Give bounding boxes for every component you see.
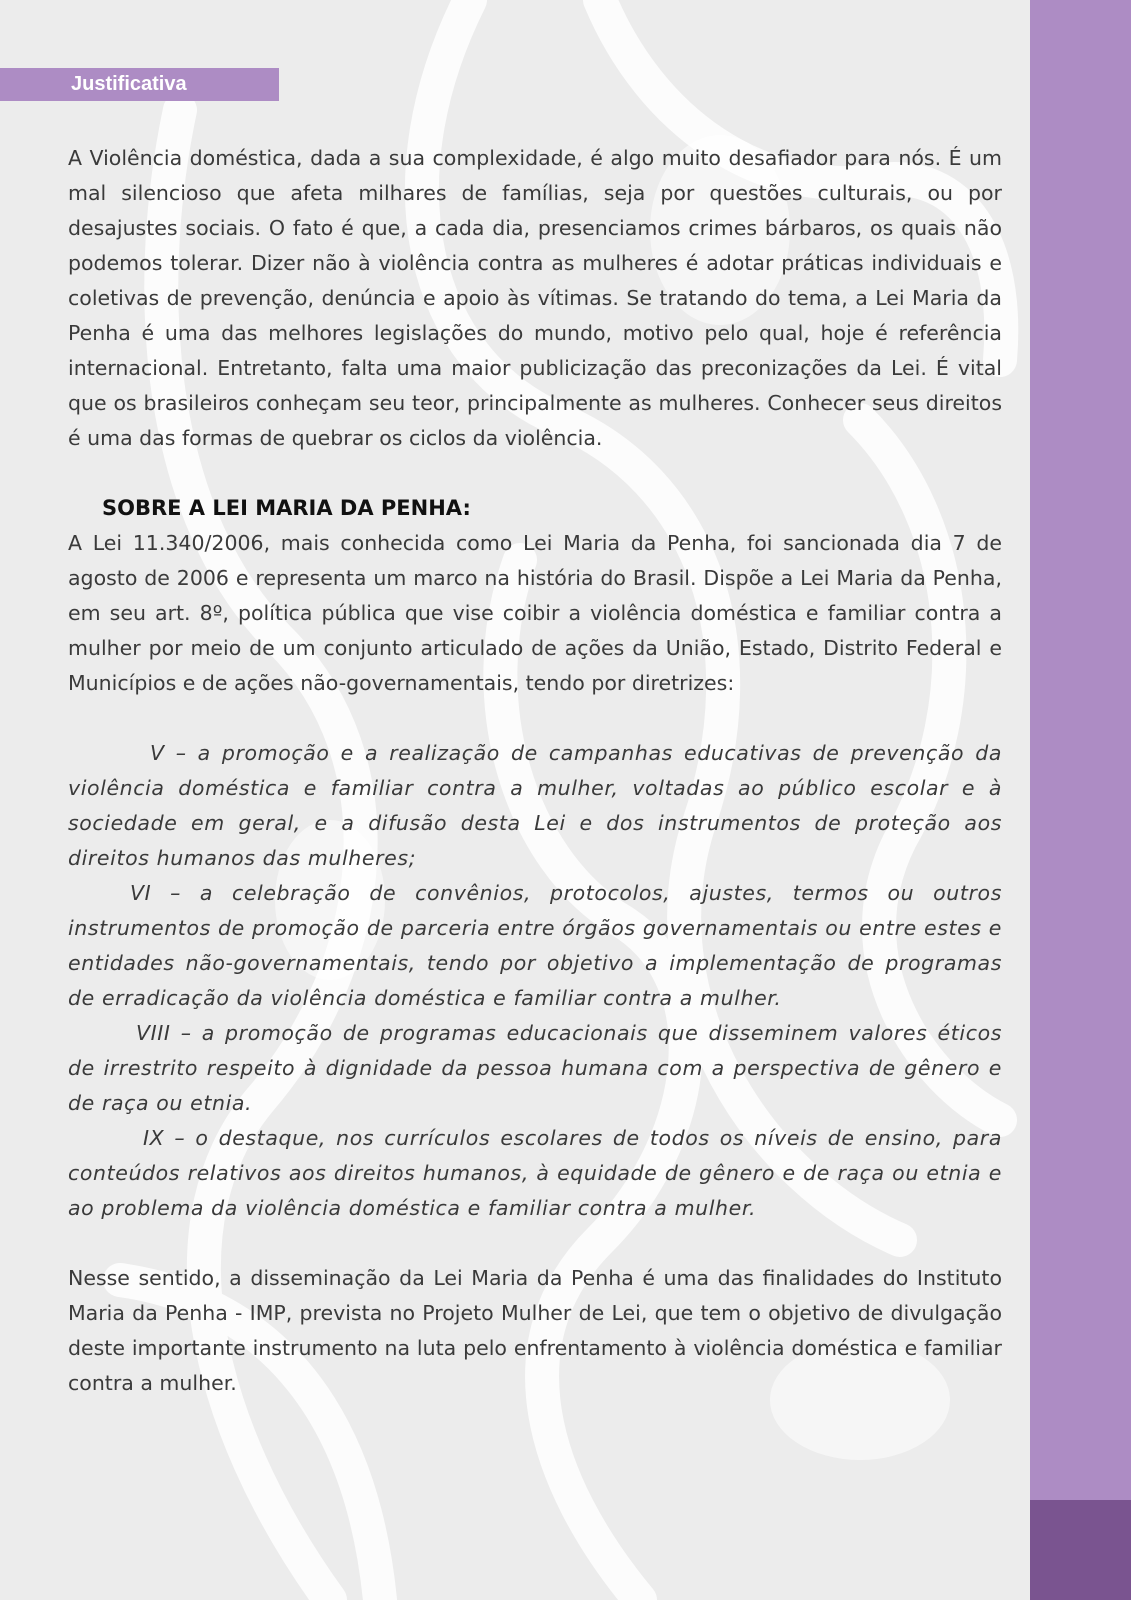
law-section-heading: SOBRE A LEI MARIA DA PENHA: (102, 496, 471, 520)
section-tag-label: Justificativa (71, 73, 187, 95)
conclusion-paragraph: Nesse sentido, a disseminação da Lei Maria da Penha é uma das finalidades do Instituto Maria da Penha - IMP, prevista no Projeto Mulher de Lei, que tem o objetivo de divulgação deste importante instrumento na luta pelo enfrentamento à violência doméstica e familiar contra a mulher. (68, 1266, 1002, 1395)
side-accent-bar-bottom (1030, 1500, 1131, 1600)
side-accent-bar (1030, 0, 1131, 1600)
section-tag (0, 68, 279, 101)
intro-paragraph: A Violência doméstica, dada a sua complexidade, é algo muito desafiador para nós. É um mal silencioso que afeta milhares de famílias, seja por questões culturais, ou por desajustes sociais. O fato é que, a cada dia, presenciamos crimes bárbaros, os quais não podemos tolerar. Dizer não à violência contra as mulheres é adotar práticas individuais e coletivas de prevenção, denúncia e apoio às vítimas. Se tratando do tema, a Lei Maria da Penha é uma das melhores legislações do mundo, motivo pelo qual, hoje é referência internacional. Entretanto, falta uma maior publicização das preconizações da Lei. É vital que os brasileiros conheçam seu teor, principalmente as mulheres. Conhecer seus direitos é uma das formas de quebrar os ciclos da violência. (68, 146, 1002, 450)
law-paragraph: A Lei 11.340/2006, mais conhecida como Lei Maria da Penha, foi sancionada dia 7 de agosto de 2006 e representa um marco na história do Brasil. Dispõe a Lei Maria da Penha, em seu art. 8º, política pública que vise coibir a violência doméstica e familiar contra a mulher por meio de um conjunto articulado de ações da União, Estado, Distrito Federal e Municípios e de ações não-governamentais, tendo por diretrizes: (68, 531, 1002, 695)
law-quote-vi: VI – a celebração de convênios, protocolos, ajustes, termos ou outros instrumentos de promoção de parceria entre órgãos governamentais ou entre estes e entidades não-governamentais, tendo por objetivo a implementação de programas de erradicação da violência doméstica e familiar contra a mulher. (68, 881, 1002, 1010)
law-quote-v: V – a promoção e a realização de campanhas educativas de prevenção da violência doméstica e familiar contra a mulher, voltadas ao público escolar e à sociedade em geral, e a difusão desta Lei e dos instrumentos de proteção aos direitos humanos das mulheres; (68, 741, 1002, 870)
page-content (68, 141, 1002, 1401)
law-quote-ix: IX – o destaque, nos currículos escolares de todos os níveis de ensino, para conteúdos relativos aos direitos humanos, à equidade de gênero e de raça ou etnia e ao problema da violência doméstica e familiar contra a mulher. (68, 1126, 1002, 1220)
spacer (68, 1226, 1002, 1261)
law-quote-viii: VIII – a promoção de programas educacionais que disseminem valores éticos de irrestrito respeito à dignidade da pessoa humana com a perspectiva de gênero e de raça ou etnia. (68, 1021, 1002, 1115)
spacer (68, 456, 1002, 491)
spacer (68, 701, 1002, 736)
